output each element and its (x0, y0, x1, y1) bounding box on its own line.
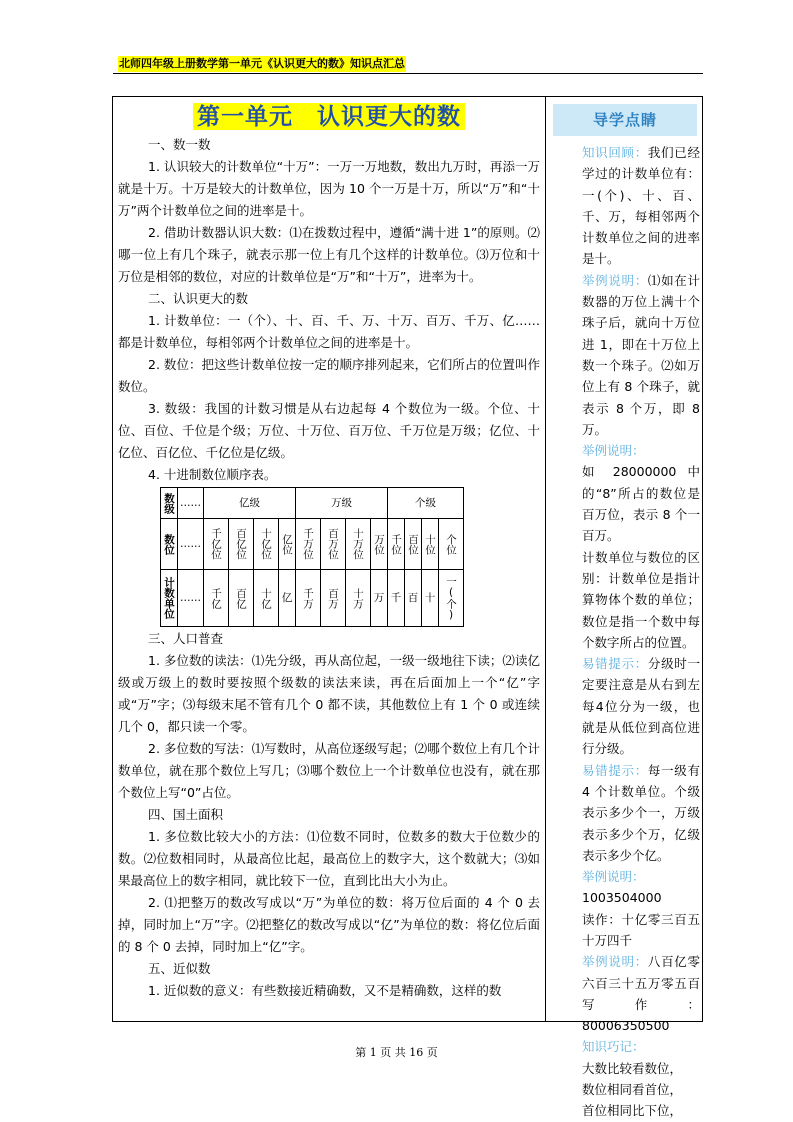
paragraph: 1. 多位数的读法：⑴先分级，再从高位起，一级一级地往下读；⑵读亿级或万级上的数时要按照个级数的读法来读，再在后面加上一个“亿”字或“万”字；⑶每级末尾不管有几个 0 都不读，其他数位上有 1 个 0 或连续几个 0，都只读一个零。 (118, 653, 540, 734)
place-name: 个位 (445, 533, 457, 555)
unit-name: 千万 (302, 587, 314, 609)
table-cell (296, 519, 321, 570)
table-cell (405, 519, 422, 570)
note (550, 270, 700, 440)
note-text: 我们已经学过的计数单位有：一(个)、十、百、千、万，每相邻两个计数单位之间的进率是十。 (582, 145, 700, 267)
unit-name: 一(个) (445, 575, 457, 621)
header-rule (113, 73, 703, 74)
unit-name: 十亿 (260, 587, 272, 609)
paragraph: 2. 数位：把这些计数单位按一定的顺序排列起来，它们所占的位置叫作数位。 (118, 357, 540, 394)
table-cell (296, 570, 321, 627)
table-cell: 千 (388, 570, 405, 627)
note (550, 547, 700, 653)
table-cell (346, 570, 371, 627)
note-text: 1003504000 (582, 890, 662, 906)
section-heading: 五、近似数 (148, 961, 211, 976)
table-cell: 万 (371, 570, 388, 627)
table-cell (161, 570, 178, 627)
note (550, 653, 700, 759)
place-name: 亿位 (281, 533, 293, 555)
note-text: 读作：十亿零三百五十万四千 (582, 911, 700, 948)
table-cell (204, 570, 229, 627)
table-cell (346, 519, 371, 570)
table-cell (161, 488, 178, 519)
place-name: 万位 (373, 533, 385, 555)
table-cell: 亿级 (204, 488, 296, 519)
table-cell (321, 570, 346, 627)
paragraph: 1. 计数单位：一（个）、十、百、千、万、十万、百万、千万、亿……都是计数单位，每相邻两个计数单位之间的进率是十。 (118, 313, 540, 350)
section-heading: 四、国土面积 (148, 807, 224, 822)
section-heading: 二、认识更大的数 (148, 291, 249, 306)
note (550, 951, 700, 1036)
table-row (161, 488, 464, 519)
table-cell (371, 519, 388, 570)
table-cell (439, 570, 464, 627)
note-label: 知识巧记： (582, 1039, 645, 1055)
unit-name: 百万 (327, 587, 339, 609)
paragraph: 4. 十进制数位顺序表。 (148, 467, 277, 482)
document-header: 北师四年级上册数学第一单元《认识更大的数》知识点汇总 (119, 57, 405, 70)
section-heading: 一、数一数 (148, 137, 211, 152)
note (550, 866, 700, 951)
table-cell (254, 570, 279, 627)
row-label: 数级 (163, 492, 175, 514)
guide-badge: 导学点睛 (553, 104, 697, 136)
place-value-table (160, 487, 464, 627)
note (550, 142, 700, 270)
table-cell (161, 519, 178, 570)
place-name: 千万位 (302, 528, 314, 560)
column-divider (545, 96, 546, 1022)
table-cell (422, 519, 439, 570)
note-text: 数位相同看首位， (582, 1082, 683, 1098)
place-name: 十亿位 (260, 528, 272, 560)
note-label: 易错提示： (582, 762, 648, 778)
table-cell: 亿 (279, 570, 296, 627)
note-text: 计数单位与数位的区别：计数单位是指计算物体个数的单位；数位是指一个数中每个数字所占的位置。 (582, 549, 700, 650)
table-cell (279, 519, 296, 570)
paragraph: 1. 近似数的意义：有些数接近精确数，又不是精确数，这样的数 (148, 983, 502, 998)
table-cell (204, 519, 229, 570)
place-name: 千亿位 (210, 528, 222, 560)
table-cell: …… (178, 570, 204, 627)
place-name: 十位 (424, 533, 436, 555)
paragraph: 2. 借助计数器认识大数：⑴在拨数过程中，遵循“满十进 1”的原则。⑵哪一位上有几个珠子，就表示那一位上有几个这样的计数单位。⑶万位和十万位是相邻的数位，对应的计数单位是“万”和“十万”，进率为十。 (118, 225, 540, 284)
note-label: 举例说明： (582, 869, 645, 885)
unit-name: 百亿 (235, 587, 247, 609)
note-text: 首位相同比下位， (582, 1103, 683, 1119)
note-label: 易错提示： (582, 656, 648, 672)
table-cell (254, 519, 279, 570)
unit-name: 千亿 (210, 587, 222, 609)
note (550, 760, 700, 866)
table-cell: 万级 (296, 488, 388, 519)
table-cell (229, 570, 254, 627)
main-column (118, 100, 540, 1002)
paragraph: 2. ⑴把整万的数改写成以“万”为单位的数：将万位后面的 4 个 0 去掉，同时加上“万”字。⑵把整亿的数改写成以“亿”为单位的数：将亿位后面的 8 个 0 去掉，同时加上“亿”字。 (118, 895, 540, 954)
table-cell (388, 519, 405, 570)
table-cell: …… (178, 519, 204, 570)
note-label: 知识回顾： (582, 145, 648, 160)
table-cell: 百 (405, 570, 422, 627)
note (550, 440, 700, 546)
note-text: 大数比较看数位， (582, 1060, 683, 1076)
table-row (161, 570, 464, 627)
table-row (161, 519, 464, 570)
unit-title (118, 100, 540, 134)
table-cell: …… (178, 488, 204, 519)
place-name: 千位 (390, 533, 402, 555)
note-text: ⑴如在计数器的万位上满十个珠子后，就向十万位进 1，即在十万位上数一个珠子。⑵如万位上有 8 个珠子，就表示 8 个万，即 8 万。 (582, 272, 700, 437)
note-label: 举例说明： (582, 954, 648, 970)
page-footer: 第 1 页 共 16 页 (355, 1046, 438, 1059)
place-name: 十万位 (352, 528, 364, 560)
place-name: 百亿位 (235, 528, 247, 560)
table-cell (439, 519, 464, 570)
paragraph: 1. 多位数比较大小的方法：⑴位数不同时，位数多的数大于位数少的数。⑵位数相同时，从最高位比起，最高位上的数字大，这个数就大；⑶如果最高位上的数字相同，就比较下一位，直到比出大小为止。 (118, 829, 540, 888)
table-cell: 个级 (388, 488, 464, 519)
place-name: 百位 (407, 533, 419, 555)
note-label: 举例说明： (582, 443, 645, 459)
note-text: 每一级有 4 个计数单位。个级表示多少个一，万级表示多少个万，亿级表示多少个亿。 (582, 762, 700, 863)
unit-title-text: 第一单元 认识更大的数 (193, 103, 465, 130)
row-label: 计数单位 (163, 577, 175, 619)
paragraph: 3. 数级：我国的计数习惯是从右边起每 4 个数位为一级。个位、十位、百位、千位是个级；万位、十万位、百万位、千万位是万级；亿位、十亿位、百亿位、千亿位是亿级。 (118, 401, 540, 460)
note-text: 八百亿零六百三十五万零五百写作：80006350500 (582, 954, 700, 1034)
unit-name: 十万 (352, 587, 364, 609)
paragraph: 2. 多位数的写法：⑴写数时，从高位逐级写起；⑵哪个数位上有几个计数单位，就在那个数位上写几；⑶哪个数位上一个计数单位也没有，就在那个数位上写“0”占位。 (118, 741, 540, 800)
table-cell (321, 519, 346, 570)
note-label: 举例说明： (582, 272, 648, 288)
paragraph: 1. 认识较大的计数单位“十万”：一万一万地数，数出九万时，再添一万就是十万。十万是较大的计数单位，因为 10 个一万是十万，所以“万”和“十万”两个计数单位之间的进率是十。 (118, 159, 540, 218)
place-name: 百万位 (327, 528, 339, 560)
row-label: 数位 (163, 533, 175, 555)
note-text: 分级时一定要注意是从右到左每4位分为一级，也就是从低位到高位进行分级。 (582, 656, 700, 757)
note-text: 如 28000000 中的“8”所占的数位是百万位，表示 8 个一百万。 (582, 464, 700, 544)
table-cell: 十 (422, 570, 439, 627)
table-cell (229, 519, 254, 570)
sidebar-notes (550, 100, 700, 1122)
section-heading: 三、人口普查 (148, 631, 224, 646)
